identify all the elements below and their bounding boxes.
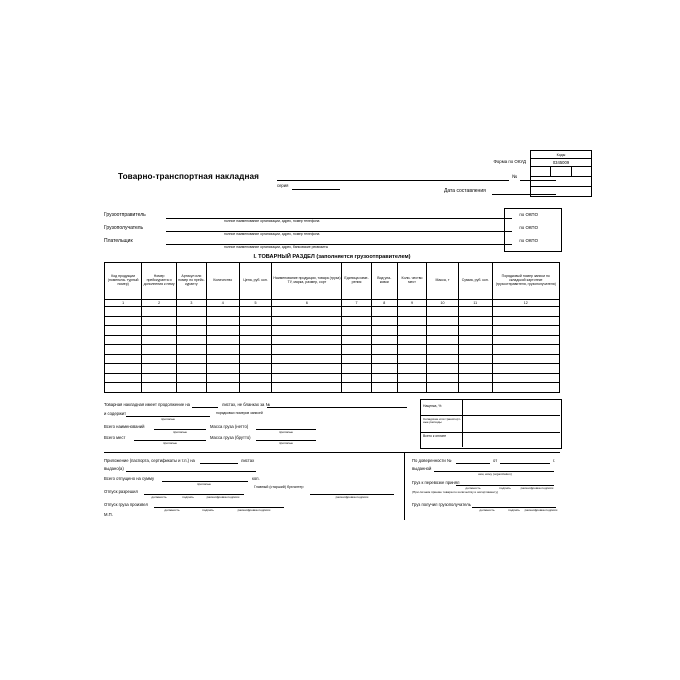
col-num-7: 8 xyxy=(371,300,397,307)
prilozhenie-label: Приложение (паспорта, сертификаты и т.п.) на xyxy=(104,458,195,463)
cell[interactable] xyxy=(239,345,272,355)
cell[interactable] xyxy=(239,335,272,345)
cell[interactable] xyxy=(342,383,371,393)
cell[interactable] xyxy=(371,345,397,355)
nacenka-label: Наценка, % xyxy=(423,404,442,408)
mass-netto-label: Масса груза (нетто) xyxy=(210,424,249,429)
col-header-4: Цена, руб. коп. xyxy=(239,263,272,300)
date-label: Дата составления xyxy=(444,188,486,194)
title-rule xyxy=(277,180,509,181)
cell[interactable] xyxy=(427,345,459,355)
party-okpo-label-2: по ОКПО xyxy=(519,238,538,243)
total-places-caption: прописью xyxy=(163,441,177,445)
cell[interactable] xyxy=(239,326,272,336)
cell[interactable] xyxy=(427,307,459,317)
goods-table-header-row xyxy=(105,263,560,300)
col-num-2: 3 xyxy=(176,300,206,307)
number-label: № xyxy=(512,174,518,180)
payment-summary-divider-2 xyxy=(420,432,560,433)
cell[interactable] xyxy=(239,307,272,317)
cell[interactable] xyxy=(272,316,342,326)
cell[interactable] xyxy=(142,335,177,345)
col-header-10: Сумма, руб. коп. xyxy=(458,263,492,300)
cell[interactable] xyxy=(239,316,272,326)
col-num-0: 1 xyxy=(105,300,142,307)
cell[interactable] xyxy=(239,383,272,393)
col-header-7: Вид упа- ковки xyxy=(371,263,397,300)
col-num-5: 6 xyxy=(272,300,342,307)
pri-lichnom-label: (При личном приеме товара по количеству и ассортименту) xyxy=(412,490,499,494)
cell[interactable] xyxy=(105,364,142,374)
cell[interactable] xyxy=(427,326,459,336)
table-row xyxy=(105,335,560,345)
number-line xyxy=(520,180,556,181)
cell[interactable] xyxy=(397,383,426,393)
total-places-label: Всего мест xyxy=(104,435,126,440)
cell[interactable] xyxy=(239,354,272,364)
cell[interactable] xyxy=(142,373,177,383)
cell[interactable] xyxy=(492,345,559,355)
cell[interactable] xyxy=(176,354,206,364)
continuation-label-1: Товарная накладная имеет продолжение на xyxy=(104,402,190,407)
cell[interactable] xyxy=(342,354,371,364)
codes-box xyxy=(530,150,592,197)
cell[interactable] xyxy=(176,364,206,374)
col-num-11: 12 xyxy=(492,300,559,307)
cell[interactable] xyxy=(371,335,397,345)
party-sub-0: полное наименование организации, адрес, номер телефона xyxy=(224,219,320,223)
cell[interactable] xyxy=(458,364,492,374)
cap-rasshifrovka-1: расшифровка подписи xyxy=(206,495,240,499)
cell[interactable] xyxy=(371,354,397,364)
col-header-8: Коли- чество мест xyxy=(397,263,426,300)
kop-label: коп. xyxy=(252,476,260,481)
kem-komu-caption: кем, кому (organization) xyxy=(478,472,512,476)
table-row xyxy=(105,373,560,383)
cell[interactable] xyxy=(206,316,239,326)
col-num-4: 5 xyxy=(239,300,272,307)
vydano-label: выдано(а) xyxy=(104,466,124,471)
col-header-6: Единица изме- рения xyxy=(342,263,371,300)
col-header-1: Номер прейскуранта и дополнения к нему xyxy=(142,263,177,300)
cap-podpis-4: подпись xyxy=(508,508,520,512)
vydannoy-label: выданной xyxy=(412,466,432,471)
cap-rasshifrovka-5: расшифровка подписи xyxy=(524,508,558,512)
cell[interactable] xyxy=(371,316,397,326)
cell[interactable] xyxy=(272,326,342,336)
col-num-10: 11 xyxy=(458,300,492,307)
cell[interactable] xyxy=(105,354,142,364)
ot-line xyxy=(500,463,550,464)
cap-rasshifrovka-3: расшифровка подписи xyxy=(237,508,271,512)
cell[interactable] xyxy=(371,307,397,317)
cell[interactable] xyxy=(206,345,239,355)
cell[interactable] xyxy=(142,383,177,393)
cell[interactable] xyxy=(105,316,142,326)
cell[interactable] xyxy=(272,345,342,355)
cell[interactable] xyxy=(342,373,371,383)
otpuscheno-summa-label: Всего отпущено на сумму xyxy=(104,476,155,481)
mass-brutto-caption: прописью xyxy=(279,441,293,445)
ot-label: от xyxy=(493,458,498,463)
po-doverennosti-line xyxy=(456,463,490,464)
cell[interactable] xyxy=(206,383,239,393)
col-num-9: 10 xyxy=(427,300,459,307)
total-payable-label: Всего к оплате xyxy=(423,434,447,438)
total-names-label: Всего наименований xyxy=(104,424,145,429)
g-label: г. xyxy=(553,458,556,463)
cell[interactable] xyxy=(397,345,426,355)
page-title: Товарно-транспортная накладная xyxy=(118,172,260,181)
total-names-caption: прописью xyxy=(173,430,187,434)
contains-label: и содержит xyxy=(104,411,127,416)
cell[interactable] xyxy=(176,335,206,345)
cap-rasshifrovka-2: расшифровка подписи xyxy=(335,495,369,499)
otpusk-proizvel-label: Отпуск груза произвел xyxy=(104,502,148,507)
party-okpo-label-1: по ОКПО xyxy=(519,225,538,230)
cell[interactable] xyxy=(492,335,559,345)
cell[interactable] xyxy=(206,354,239,364)
cell[interactable] xyxy=(427,373,459,383)
cell[interactable] xyxy=(272,335,342,345)
cell[interactable] xyxy=(397,326,426,336)
continuation-line-2 xyxy=(267,407,407,408)
party-label-1: Грузополучатель xyxy=(104,225,144,231)
codes-empty-row-2 xyxy=(530,177,592,187)
codes-header: Коды xyxy=(530,150,592,158)
cell[interactable] xyxy=(272,364,342,374)
codes-empty-row-1 xyxy=(530,167,592,177)
prilozhenie-line xyxy=(200,463,238,464)
cell[interactable] xyxy=(397,307,426,317)
cell[interactable] xyxy=(272,383,342,393)
cell[interactable] xyxy=(427,354,459,364)
mp-label: М.П. xyxy=(104,512,113,517)
cell[interactable] xyxy=(427,335,459,345)
cap-dolzhnost-1: должность xyxy=(151,495,167,499)
cell[interactable] xyxy=(397,373,426,383)
cell[interactable] xyxy=(458,326,492,336)
party-line-1 xyxy=(166,231,512,232)
cell[interactable] xyxy=(342,326,371,336)
cell[interactable] xyxy=(371,373,397,383)
cell[interactable] xyxy=(342,335,371,345)
cell[interactable] xyxy=(142,326,177,336)
col-num-8: 9 xyxy=(397,300,426,307)
cell[interactable] xyxy=(176,383,206,393)
cell[interactable] xyxy=(176,326,206,336)
okpo-box xyxy=(504,208,562,252)
party-line-2 xyxy=(166,244,512,245)
cell[interactable] xyxy=(206,307,239,317)
col-header-9: Масса, т xyxy=(427,263,459,300)
cell[interactable] xyxy=(105,383,142,393)
contains-label-2: порядковых номеров записей xyxy=(216,411,263,415)
col-header-2: Артикул или номер по прейс- куранту xyxy=(176,263,206,300)
cell[interactable] xyxy=(272,354,342,364)
table-row xyxy=(105,307,560,317)
cell[interactable] xyxy=(492,373,559,383)
cell[interactable] xyxy=(458,307,492,317)
otpuscheno-caption: прописью xyxy=(197,482,211,486)
seria-line xyxy=(292,189,340,190)
cell[interactable] xyxy=(492,354,559,364)
cap-rasshifrovka-4: расшифровка подписи xyxy=(520,486,554,490)
cell[interactable] xyxy=(239,373,272,383)
party-label-0: Грузоотправитель xyxy=(104,212,146,218)
table-row xyxy=(105,316,560,326)
col-header-5: Наименование продукции, товара (груза) ТУ, марка, размер, сорт xyxy=(272,263,342,300)
cell[interactable] xyxy=(105,335,142,345)
cell[interactable] xyxy=(371,364,397,374)
cell[interactable] xyxy=(342,345,371,355)
cell[interactable] xyxy=(206,326,239,336)
gruz-prinyal-label: Груз к перевозке принял xyxy=(412,480,460,485)
bottom-vertical-divider xyxy=(404,452,405,520)
col-header-3: Количество xyxy=(206,263,239,300)
cell[interactable] xyxy=(492,316,559,326)
cap-dolzhnost-2: должность xyxy=(164,508,180,512)
cell[interactable] xyxy=(492,307,559,317)
cell[interactable] xyxy=(142,345,177,355)
cell[interactable] xyxy=(105,373,142,383)
cell[interactable] xyxy=(492,383,559,393)
seria-label: серия xyxy=(277,183,289,188)
cell[interactable] xyxy=(427,316,459,326)
cell[interactable] xyxy=(458,383,492,393)
column-number-row xyxy=(105,300,560,307)
date-line xyxy=(492,194,556,195)
cap-podpis-1: подпись xyxy=(182,495,194,499)
cell[interactable] xyxy=(176,373,206,383)
goods-table xyxy=(104,262,560,393)
document-page xyxy=(92,150,592,517)
cell[interactable] xyxy=(142,307,177,317)
cell[interactable] xyxy=(427,364,459,374)
cell[interactable] xyxy=(342,316,371,326)
contains-caption: прописью xyxy=(161,417,175,421)
col-num-3: 4 xyxy=(206,300,239,307)
cell[interactable] xyxy=(206,364,239,374)
payment-summary-vertical xyxy=(462,399,463,447)
table-row xyxy=(105,326,560,336)
cell[interactable] xyxy=(176,307,206,317)
form-okud-label: Форма по ОКУД xyxy=(493,159,526,164)
party-okpo-label-0: по ОКПО xyxy=(519,212,538,217)
cell[interactable] xyxy=(492,326,559,336)
cell[interactable] xyxy=(427,383,459,393)
cell[interactable] xyxy=(206,335,239,345)
cell[interactable] xyxy=(397,354,426,364)
cell[interactable] xyxy=(142,364,177,374)
bottom-divider xyxy=(104,452,560,453)
gruz-poluchil-label: Груз получил грузополучатель xyxy=(412,502,471,507)
cell[interactable] xyxy=(458,354,492,364)
vydano-line xyxy=(126,471,256,472)
col-num-1: 2 xyxy=(142,300,177,307)
cell[interactable] xyxy=(342,364,371,374)
section-title: I. ТОВАРНЫЙ РАЗДЕЛ (заполняется грузоотправителем) xyxy=(253,254,411,260)
continuation-line-1 xyxy=(192,407,218,408)
party-sub-2: полное наименование организации, адрес, банковские реквизиты xyxy=(224,245,329,249)
party-sub-1: полное наименование организации, адрес, номер телефона xyxy=(224,232,320,236)
cell[interactable] xyxy=(397,364,426,374)
codes-empty-row-3 xyxy=(530,187,592,197)
cell[interactable] xyxy=(397,316,426,326)
cell[interactable] xyxy=(458,345,492,355)
cell[interactable] xyxy=(105,326,142,336)
prilozhenie-label-2: листах xyxy=(241,458,255,463)
glav-buh-label: Главный (старший) бухгалтер xyxy=(254,485,304,489)
cell[interactable] xyxy=(458,335,492,345)
party-label-2: Плательщик xyxy=(104,238,133,244)
cell[interactable] xyxy=(272,373,342,383)
mass-brutto-label: Масса груза (брутто) xyxy=(210,435,251,440)
cap-dolzhnost-3: должность xyxy=(465,486,481,490)
party-line-0 xyxy=(166,218,512,219)
otpusk-razreshil-label: Отпуск разрешил xyxy=(104,489,138,494)
table-row xyxy=(105,383,560,393)
col-header-11: Порядковый номер записи по складской картотеке (грузоотправителя, грузополучателя) xyxy=(492,263,559,300)
cell[interactable] xyxy=(142,316,177,326)
cell[interactable] xyxy=(342,307,371,317)
continuation-label-2: листах, не бланках за № xyxy=(222,402,271,407)
cell[interactable] xyxy=(206,373,239,383)
cell[interactable] xyxy=(105,307,142,317)
cell[interactable] xyxy=(371,383,397,393)
table-row xyxy=(105,364,560,374)
cell[interactable] xyxy=(239,364,272,374)
okud-code: 0345009 xyxy=(530,158,592,167)
cell[interactable] xyxy=(458,373,492,383)
cell[interactable] xyxy=(105,345,142,355)
payment-summary-divider-1 xyxy=(420,415,560,416)
cell[interactable] xyxy=(176,316,206,326)
mass-netto-caption: прописью xyxy=(279,430,293,434)
cap-dolzhnost-4: должность xyxy=(479,508,495,512)
cell[interactable] xyxy=(397,335,426,345)
sklad-transport-label: Складские или транспорт- ные расходы xyxy=(423,417,461,425)
cell[interactable] xyxy=(272,307,342,317)
cell[interactable] xyxy=(142,354,177,364)
col-num-6: 7 xyxy=(342,300,371,307)
col-header-0: Код продукции (номенкла- турный номер) xyxy=(105,263,142,300)
cell[interactable] xyxy=(492,364,559,374)
cell[interactable] xyxy=(176,345,206,355)
cell[interactable] xyxy=(371,326,397,336)
po-doverennosti-label: По доверенности № xyxy=(412,458,452,463)
cap-podpis-3: подпись xyxy=(499,486,511,490)
table-row xyxy=(105,354,560,364)
table-row xyxy=(105,345,560,355)
cap-podpis-2: подпись xyxy=(202,508,214,512)
cell[interactable] xyxy=(458,316,492,326)
